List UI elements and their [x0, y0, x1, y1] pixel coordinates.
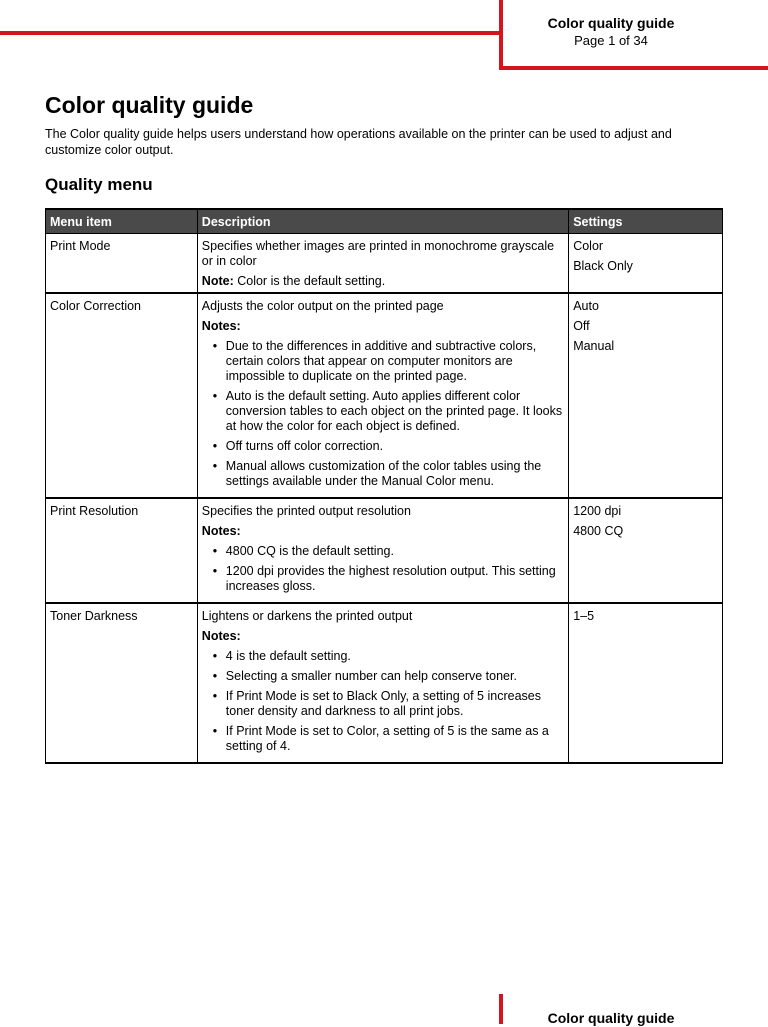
- bullet-icon: •: [212, 544, 218, 558]
- quality-menu-table: [45, 208, 723, 764]
- notes-label: Notes:: [201, 629, 241, 643]
- footer-title: Color quality guide: [547, 1010, 675, 1026]
- list-item: [202, 439, 564, 454]
- notes-label: Notes:: [201, 319, 241, 333]
- note-text: Off turns off color correction.: [225, 439, 384, 453]
- setting-option: Manual: [573, 339, 615, 353]
- note-text: Selecting a smaller number can help conserve toner.: [225, 669, 517, 683]
- list-item: [202, 564, 564, 594]
- description-text: Adjusts the color output on the printed page: [201, 299, 444, 313]
- setting-option: 4800 CQ: [573, 524, 624, 538]
- note: [202, 274, 564, 289]
- bullet-icon: •: [212, 724, 218, 738]
- description-cell: [197, 234, 568, 294]
- description-cell: [197, 603, 568, 763]
- list-item: [202, 669, 564, 684]
- page-title: Color quality guide: [45, 92, 254, 118]
- note-text: Auto is the default setting. Auto applies different color conversion tables to each object on the printed page. It looks at how the color for each object is defined.: [225, 389, 563, 433]
- list-item: [202, 689, 564, 719]
- bullet-icon: •: [212, 339, 218, 353]
- settings-cell: [569, 293, 723, 498]
- table-row: [46, 234, 723, 294]
- settings-cell: [569, 234, 723, 294]
- bullet-icon: •: [212, 459, 218, 473]
- column-header-settings: Settings: [569, 209, 723, 234]
- notes-list: [202, 544, 564, 594]
- section-title: Quality menu: [45, 175, 153, 194]
- note-label: Note:: [201, 274, 234, 288]
- column-header-description: Description: [197, 209, 568, 234]
- menu-item-cell: Print Mode: [46, 234, 198, 294]
- table-row: [46, 603, 723, 763]
- note-text: If Print Mode is set to Color, a setting of 5 is the same as a setting of 4.: [225, 724, 549, 753]
- bullet-icon: •: [212, 649, 218, 663]
- menu-item-cell: Color Correction: [46, 293, 198, 498]
- note-text: 1200 dpi provides the highest resolution output. This setting increases gloss.: [225, 564, 556, 593]
- bullet-icon: •: [212, 389, 218, 403]
- description-cell: [197, 293, 568, 498]
- setting-option: Black Only: [573, 259, 633, 273]
- bullet-icon: •: [212, 669, 218, 683]
- list-item: [202, 724, 564, 754]
- header-rule-horizontal: [0, 31, 503, 35]
- description-text: Lightens or darkens the printed output: [201, 609, 413, 623]
- bullet-icon: •: [212, 439, 218, 453]
- setting-option: 1–5: [573, 609, 595, 623]
- list-item: [202, 389, 564, 434]
- menu-item-cell: Print Resolution: [46, 498, 198, 603]
- table-row: [46, 293, 723, 498]
- header-rule-bottom: [499, 66, 768, 70]
- note-text: Due to the differences in additive and subtractive colors, certain colors that appear on computer monitors are impossible to duplicate on the printed page.: [225, 339, 537, 383]
- notes-list: [202, 649, 564, 754]
- intro-paragraph: The Color quality guide helps users understand how operations available on the printer can be used to adjust and customize color output.: [45, 127, 672, 157]
- notes-list: [202, 339, 564, 489]
- setting-option: 1200 dpi: [573, 504, 622, 518]
- list-item: [202, 544, 564, 559]
- list-item: [202, 339, 564, 384]
- note-text: If Print Mode is set to Black Only, a setting of 5 increases toner density and darkness to all print jobs.: [225, 689, 541, 718]
- table-header-row: [46, 209, 723, 234]
- note-text: 4800 CQ is the default setting.: [225, 544, 394, 558]
- bullet-icon: •: [212, 689, 218, 703]
- setting-option: Auto: [573, 299, 599, 313]
- description-text: Specifies the printed output resolution: [201, 504, 411, 518]
- menu-item-cell: Toner Darkness: [46, 603, 198, 763]
- description-cell: [197, 498, 568, 603]
- page-number: Page 1 of 34: [574, 33, 648, 48]
- notes-label: Notes:: [201, 524, 241, 538]
- table-row: [46, 498, 723, 603]
- list-item: [202, 649, 564, 664]
- list-item: [202, 459, 564, 489]
- bullet-icon: •: [212, 564, 218, 578]
- page-header: [503, 14, 719, 49]
- header-title: Color quality guide: [547, 15, 675, 31]
- note-text: Manual allows customization of the color tables using the settings available under the Manual Color menu.: [225, 459, 542, 488]
- settings-cell: [569, 603, 723, 763]
- setting-option: Off: [573, 319, 590, 333]
- note-text: Color is the default setting.: [233, 274, 386, 288]
- note-text: 4 is the default setting.: [225, 649, 351, 663]
- description-text: Specifies whether images are printed in monochrome grayscale or in color: [201, 239, 555, 268]
- column-header-menu-item: Menu item: [46, 209, 198, 234]
- settings-cell: [569, 498, 723, 603]
- setting-option: Color: [573, 239, 604, 253]
